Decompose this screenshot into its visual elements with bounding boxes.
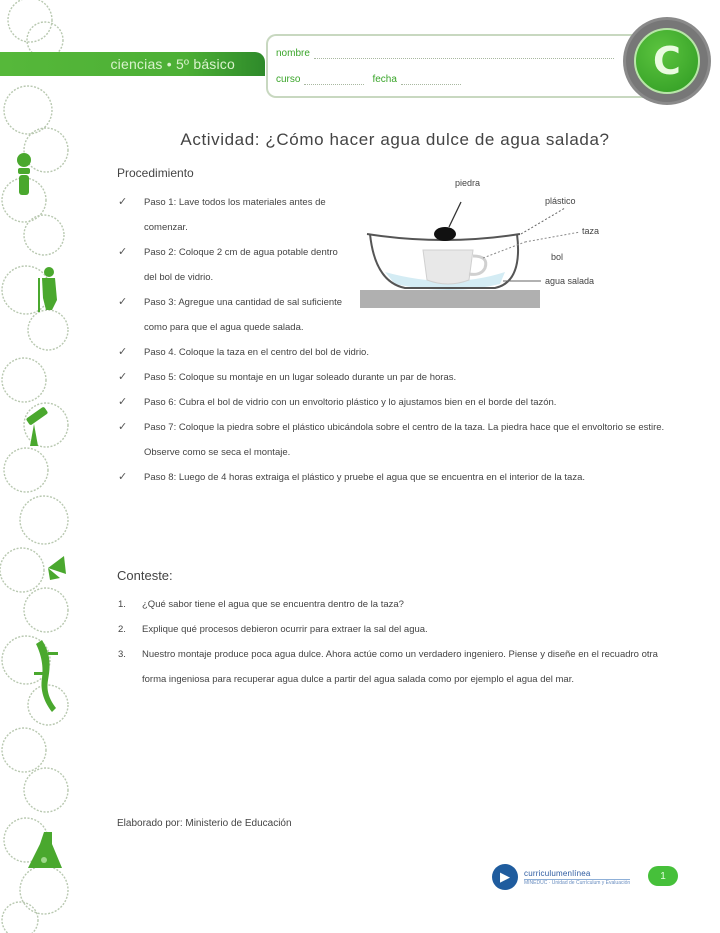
credit-line: Elaborado por: Ministerio de Educación — [117, 818, 292, 829]
butterfly-icon — [48, 556, 66, 580]
play-arrow-icon: ▶ — [492, 864, 518, 890]
flask-icon — [28, 832, 62, 868]
logo-subtext: MINEDUC · Unidad de Currículum y Evaluación — [524, 879, 631, 886]
check-icon: ✓ — [118, 196, 128, 208]
step-item: ✓ Paso 7: Coloque la piedra sobre el plástico ubicándola sobre el centro de la taza. La piedra hace que el envoltorio se estire. Observe como se seca el montaje. — [118, 415, 678, 465]
step-item: ✓ Paso 8: Luego de 4 horas extraiga el plástico y pruebe el agua que se encuentra en el interior de la taza. — [118, 465, 678, 490]
course-label: curso — [276, 74, 301, 85]
check-icon: ✓ — [118, 296, 128, 308]
step-item: ✓ Paso 4. Coloque la taza en el centro del bol de vidrio. — [118, 340, 678, 365]
step-item: ✓ Paso 6: Cubra el bol de vidrio con un envoltorio plástico y lo ajustamos bien en el borde del tazón. — [118, 390, 678, 415]
date-line[interactable] — [401, 77, 461, 85]
lizard-icon — [34, 640, 58, 712]
procedure-heading: Procedimiento — [117, 166, 194, 180]
step-item: ✓ Paso 5: Coloque su montaje en un lugar soleado durante un par de horas. — [118, 365, 678, 390]
name-line[interactable] — [314, 51, 614, 59]
answer-heading: Conteste: — [117, 568, 173, 583]
question-item: 3. Nuestro montaje produce poca agua dulce. Ahora actúe como un verdadero ingeniero. Piense y diseñe en el recuadro otra forma ingeniosa para recuperar agua dulce a partir del agua salada como por ejemplo el agua del mar. — [118, 649, 658, 685]
explorer-icon — [38, 267, 57, 312]
page-number: 1 — [648, 866, 678, 886]
badge-circle — [634, 28, 700, 94]
check-icon: ✓ — [118, 471, 128, 483]
badge-letter: C — [653, 39, 681, 83]
page-title: Actividad: ¿Cómo hacer agua dulce de agua salada? — [180, 130, 610, 149]
date-label: fecha — [372, 74, 397, 85]
label-bowl: bol — [551, 252, 564, 262]
check-icon: ✓ — [118, 346, 128, 358]
step-item: ✓ Paso 2: Coloque 2 cm de agua potable dentro del bol de vidrio. — [118, 240, 353, 290]
subject-band — [0, 52, 265, 76]
question-item: 1. ¿Qué sabor tiene el agua que se encuentra dentro de la taza? — [118, 599, 404, 610]
step-item: ✓ Paso 1: Lave todos los materiales antes de comenzar. — [118, 190, 353, 240]
check-icon: ✓ — [118, 396, 128, 408]
label-stone: piedra — [455, 178, 481, 188]
section-badge — [626, 20, 708, 102]
label-salt-water: agua salada — [545, 276, 595, 286]
check-icon: ✓ — [118, 421, 128, 433]
label-plastic: plástico — [545, 196, 576, 206]
check-icon: ✓ — [118, 246, 128, 258]
step-item: ✓ Paso 3: Agregue una cantidad de sal suficiente como para que el agua quede salada. — [118, 290, 353, 340]
course-date-row — [276, 74, 461, 85]
student-info-box — [266, 34, 646, 98]
subject-grade-label: ciencias • 5º básico — [110, 56, 235, 72]
person-icon — [17, 153, 31, 195]
name-label: nombre — [276, 48, 310, 59]
logo-text: curriculumenlínea — [524, 868, 591, 878]
course-line[interactable] — [304, 77, 364, 85]
curriculum-logo[interactable] — [492, 864, 630, 890]
question-list — [118, 592, 678, 692]
name-field[interactable] — [276, 48, 614, 59]
solar-still-diagram — [355, 172, 625, 317]
bowl-illustration — [355, 172, 625, 317]
label-cup: taza — [582, 226, 600, 236]
check-icon: ✓ — [118, 371, 128, 383]
question-item: 2. Explique qué procesos debieron ocurrir para extraer la sal del agua. — [118, 624, 428, 635]
